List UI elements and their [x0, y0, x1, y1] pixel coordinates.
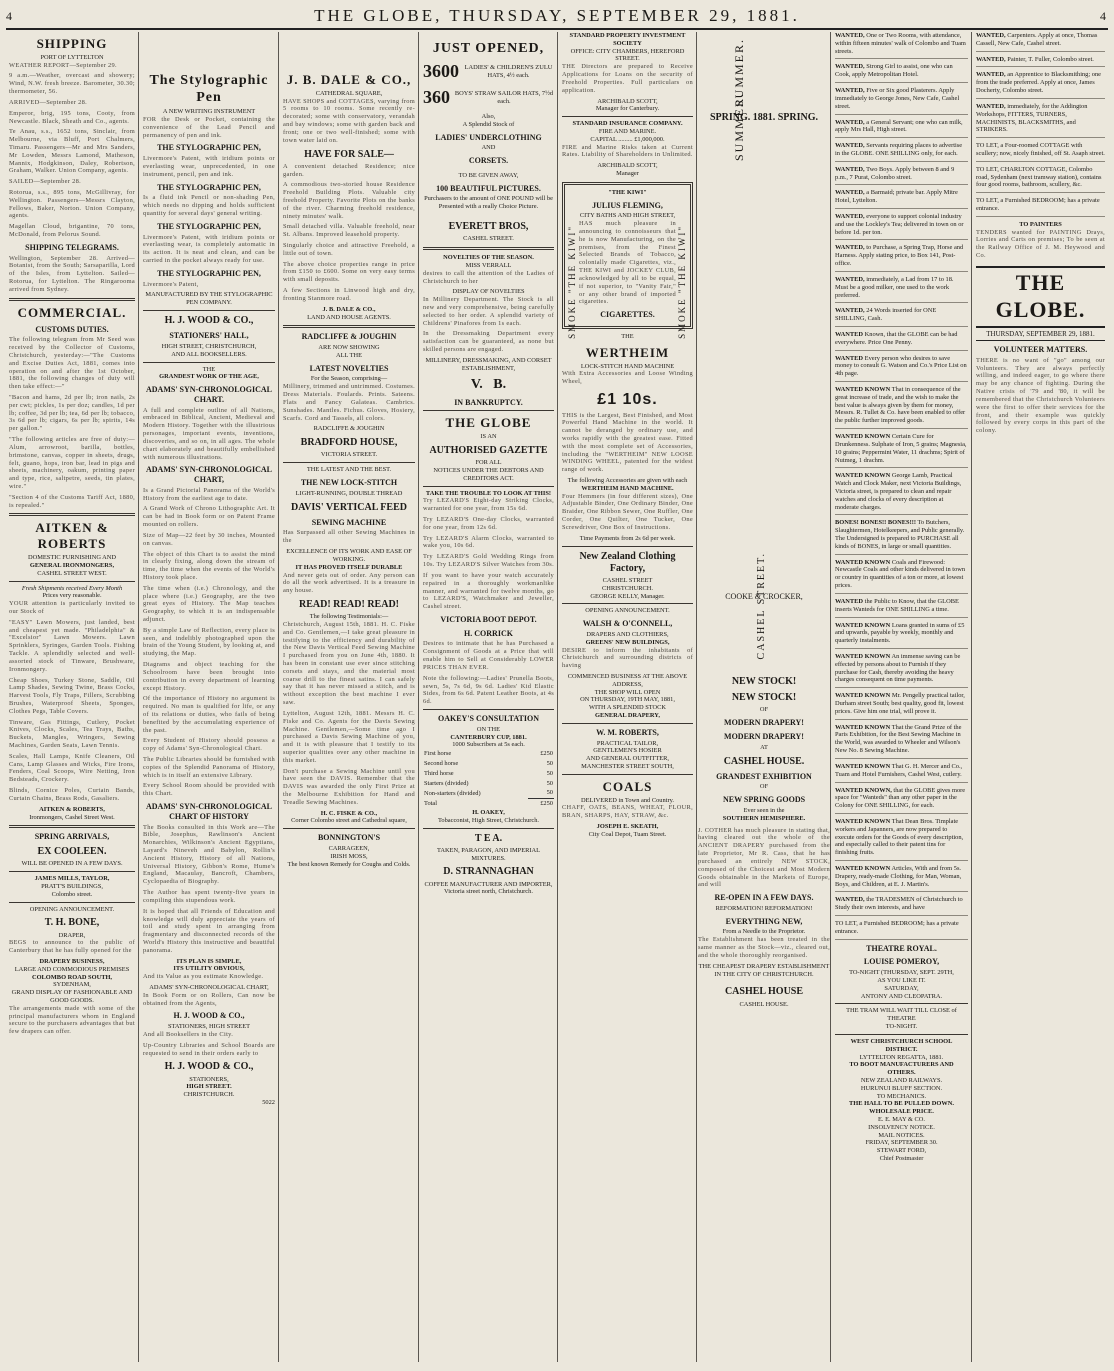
column-rule	[138, 32, 139, 1362]
column-rule	[971, 32, 972, 1362]
column-rule	[830, 32, 831, 1362]
wanted-ad	[835, 559, 968, 594]
table-row: Total £250	[424, 799, 553, 808]
wanted-ad	[835, 166, 968, 186]
globe-gazette-title: THE GLOBE	[445, 415, 532, 431]
wanted-ad-lead: WANTED KNOWN	[835, 472, 891, 480]
arrivals-head: ARRIVED—September 28.	[9, 98, 88, 106]
coals-title: COALS	[602, 778, 653, 794]
wanted-ad	[976, 56, 1105, 68]
globe-masthead: THE GLOBE.	[976, 266, 1105, 328]
wanted-ad-lead: WANTED,	[835, 118, 865, 126]
wanted-ad	[835, 189, 968, 209]
wanted-ad-lead: WANTED,	[835, 165, 865, 173]
wertheim-title: WERTHEIM	[585, 344, 670, 360]
wanted-ad-lead: BONES! BONES!! BONES!!!	[835, 519, 916, 527]
wanted-ad-lead: WANTED,	[835, 275, 865, 283]
ex-cooleen: EX COOLEEN.	[37, 846, 107, 858]
everett-title: EVERETT BROS,	[448, 221, 529, 233]
wanted-ad-text: That Dean Bros. Timplate workers and Japanners, are now prepared to execute orders for the Goods of every description, and especially called to their patent tins for finishing fruits.	[835, 817, 964, 857]
wanted-ad-lead: WANTED	[835, 330, 864, 338]
column-cashel-house: SUMMER. SUMMER. SPRING. 1881. SPRING. CASHEL STREET. COOKE & CROCKER, NEW STOCK! NEW STOCK! OF MODERN DRAPERY! MODERN DRAPERY! AT CASHEL HOUSE. GRANDEST EXHIBITION OF NEW SPRING GOODS Ever seen in the SOUTHERN HEMISPHERE. J. COTHER has much pleasure in stating that, having cleared out the whole of the ANCIENT DRAPERY purchased from the late Proprietor, Mr R. Cass, that he has purchased an entirely NEW STOCK, composed of the Choicest and Most Modern Goods obtainable in the Markets of Europe, and will RE-OPEN IN A FEW DAYS. REFORMATION! REFORMATION! EVERYTHING NEW, From a Needle to the Proprietor. The Establishment has been treated in the same manner as the Stock—viz., cleared out, and the whole thoroughly reorganised. THE CHEAPEST DRAPERY ESTABLISHMENT IN THE CITY OF CHRISTCHURCH. CASHEL HOUSE CASHEL HOUSE.	[698, 38, 830, 1008]
wanted-ad	[835, 865, 968, 892]
spring-banner: SPRING. 1881. SPRING.	[709, 112, 819, 123]
just-opened: JUST OPENED,	[432, 41, 545, 56]
wanted-ad	[835, 519, 968, 554]
wanted-ad-lead: WANTED KNOWN	[835, 558, 891, 566]
wanted-ad-lead: WANTED KNOWN	[835, 692, 891, 700]
wanted-ad-lead: WANTED,	[976, 71, 1006, 79]
shipping-text: WEATHER REPORT—September 29. 9 a.m.—Weather, overcast and showery; Wind, N.W. fresh breeze. Barometer, 30.30; thermometer, 56. ARRIVED—September 28. Emperor, brig, 195 tons, Cooty, from Newcastle. Black, Sheath and Co., agents. Te Anau, s.s., 1652 tons, Sinclair, from Melbourne, via Bluff, Port Chalmers, Timaru. Passengers—Mr and Mrs Sanders, Mr Lowden, Messrs Lamond, Matheson, Mannix, Hodgkinson, Daley, Robertson, Graham, Walker. Union Company, agents. SAILED—September 28. Rotorua, s.s., 895 tons, McGillivray, for Wellington. Passengers—Messrs Clayton, Fellows, Baker, Norton. Union Company, agents. Magellan Cloud, brigantine, 70 tons, McDonald, from Pelorus Sound.	[9, 61, 135, 239]
wanted-ad	[835, 433, 968, 468]
wanted-ad	[835, 355, 968, 382]
wanted-ad	[835, 213, 968, 240]
summer-label: SUMMER.	[732, 38, 746, 108]
cooke-crocker: COOKE & CROCKER,	[725, 592, 803, 601]
wanted-ad	[835, 896, 968, 916]
port-label: PORT OF LYTTELTON	[40, 53, 104, 61]
dale-title: J. B. DALE & CO.,	[286, 72, 412, 87]
wanted-ad-text: the TRADESMEN of Christchurch to Study their own interests, and have	[835, 896, 963, 912]
wanted-ad-lead: WANTED KNOWN	[835, 433, 891, 441]
wanted-ad-text: Coals and Firewood: Newcastle Coals and other kinds delivered in town or country in quantities of a ton or more, at lowest prices.	[835, 558, 966, 590]
wanted-ad-text: Strong Girl to assist, one who can Cook, apply Metropolitan Hotel.	[835, 63, 953, 79]
wanted-ad	[835, 307, 968, 327]
davis-title: DAVIS' VERTICAL FEED	[291, 501, 407, 513]
wanted-ad-text: an Apprentice to Blacksmithing; one from the trade preferred. Apply at once, James Docherty, Colombo street.	[976, 71, 1101, 95]
column-rule	[696, 32, 697, 1362]
wood-title: H. J. WOOD & CO.,	[164, 314, 254, 326]
wanted-ad	[835, 763, 968, 783]
departures-head: SAILED—September 28.	[9, 178, 82, 186]
wanted-ad-lead: WANTED,	[835, 189, 865, 197]
wanted-ad-text: Painter, T. Fuller, Colombo street.	[1007, 55, 1094, 63]
wanted-ad-text: Known, that the GLOBE can be had everywhere. Price One Penny.	[835, 330, 958, 346]
cashel-street-vertical: CASHEL STREET.	[756, 552, 767, 660]
wanted-ad-text: Carpenters. Apply at once, Thomas Cassell, New Cafe, Cashel street.	[976, 32, 1098, 47]
commercial-title: COMMERCIAL.	[17, 304, 127, 320]
shipping-title: SHIPPING	[36, 36, 108, 51]
wanted-ad	[835, 142, 968, 162]
wanted-ad	[835, 653, 968, 688]
column-rule	[418, 32, 419, 1362]
wanted-ad-lead: WANTED	[835, 354, 864, 362]
wanted-ad-text: An immense saving can be effected by persons about to Furnish if they purchase for Cash, thereby avoiding the heavy charges consequent on time payments.	[835, 652, 961, 684]
volunteer-heading: VOLUNTEER MATTERS.	[993, 345, 1088, 355]
wanted-ad-text: Loans granted in sums of £5 and upwards, payable by weekly, monthly and quarterly instalments.	[835, 621, 965, 645]
wanted-ad-text: Certain Cure for Drunkenness. Sulphate of Iron, 5 grains; Magnesia, 10 grains; Peppermint Water, 11 drachms; Spirit of Nutmeg, 1 drachm.	[835, 433, 967, 464]
column-everett: JUST OPENED, 3600 LADIES' & CHILDREN'S ZULU HATS, 4½ each. 360 BOYS' STRAW SAILOR HATS, 7½d each. Also, A Splendid Stock of LADIES' UNDERCLOTHING AND CORSETS. TO BE GIVEN AWAY, 100 BEAUTIFUL PICTURES. Purchasers to the amount of ONE POUND will be Presented with a really Choice Picture. EVERETT BROS, CASHEL STREET. NOVELTIES OF THE SEASON. MISS VERRALL desires to call the attention of the Ladies of Christchurch to her DISPLAY OF NOVELTIES In Millinery Department. The Stock is all new and very comprehensive, being carefully selected to her order. A splendid variety of Childrens' Pinafores from 1s each. In the Dressmaking Department every satisfaction can be guaranteed, as none but skilled persons are engaged. MILLINERY, DRESSMAKING, AND CORSET ESTABLISHMENT, V. B. IN BANKRUPTCY. THE GLOBE IS AN AUTHORISED GAZETTE FOR ALL NOTICES UNDER THE DEBTORS AND CREDITORS ACT. TAKE THE TROUBLE TO LOOK AT THIS! Try LEZARD'S Eight-day Striking Clocks, warranted for one year, from 15s 6d. Try LEZARD'S One-day Clocks, warranted for one year, from 12s 6d. Try LEZARD'S Alarm Clocks, warranted to wake you, 10s 6d. Try LEZARD'S Gold Wedding Rings from 10s. Try LEZARD'S Silver Watches from 30s. If you want to have your watch accurately repaired in a thoroughly workmanlike manner, and warranted for twelve months, go to LEZARD'S, Watchmaker and Jeweller, Cashel street. VICTORIA BOOT DEPOT. H. CORRICK Desires to intimate that he has Purchased a Consignment of Goods at a Price that will enable him to Sell at Considerably LOWER PRICES THAN EVER. Note the following:—Ladies' Prunella Boots, sewn, 5s, 7s 6d, 9s 6d. Ladies' Kid Elastic Sides, from 6s 6d. Patent Leather Boots, at 4s 6d. OAKEY'S CONSULTATION ON THE CANTERBURY CUP, 1881. 1000 Subscribers at 5s each. First horse £250 Second horse 50 Third horse 50 Starters (divided) 50 Non-starters (divided) 50 Total £250 H. OAKEY, Tobacconist, High Street, Christchurch. T E A. TAKEN, PARAGON, AND IMPERIAL MIXTURES. D. STRANNAGHAN COFFEE MANUFACTURER AND IMPORTER, Victoria street north, Christchurch.	[423, 41, 554, 896]
wanted-ad-text: Two Boys. Apply between 8 and 9 p.m., 7 Purat, Colombo street.	[835, 165, 955, 181]
wanted-ad-lead: WANTED KNOWN,	[835, 786, 892, 794]
wanted-ad	[835, 787, 968, 814]
wanted-ad	[835, 276, 968, 303]
wanted-ad	[835, 472, 968, 515]
wanted-ad-lead: WANTED,	[835, 307, 865, 315]
wanted-ad	[835, 119, 968, 139]
wanted-ad-text: a General Servant; one who can milk, apply Mrs Hall, High street.	[835, 118, 963, 134]
customs-title: CUSTOMS DUTIES.	[35, 324, 109, 334]
wanted-ad-text: That in consequence of the great increase of trade, and the wish to make the best value is always given by them for money, Messrs. R. Tullet & Co. have been enabled to offer the public further improved goods.	[835, 386, 966, 425]
wanted-ad-lead: WANTED KNOWN	[835, 723, 891, 731]
stylographic-title: The Stylographic Pen	[149, 73, 269, 106]
wanted-ad-text: Every person who desires to save money to consult G. Watson and Co.'s Price List on 4th page.	[835, 354, 967, 378]
wanted-ad-text: the Public to Know, that the GLOBE inserts Wanteds for ONE SHILLING a time.	[835, 597, 959, 613]
table-row: Third horse 50	[424, 769, 553, 777]
wanted-ad-lead: WANTED,	[835, 896, 865, 904]
wanted-ad	[835, 622, 968, 649]
wanted-ad-lead: WANTED,	[976, 55, 1006, 63]
page-number-left: 4	[6, 8, 14, 23]
wanted-ad-text: that the GLOBE gives more space for "Wanteds" than any other paper in the Colony for ONE SHILLING, for each.	[835, 786, 966, 810]
wanted-ad-text: One or Two Rooms, with attendance, within fifteen minutes' walk of Colombo and Tuam streets.	[835, 32, 966, 55]
column-right: WANTED, Carpenters. Apply at once, Thomas Cassell, New Cafe, Cashel street. WANTED, Painter, T. Fuller, Colombo street. WANTED, an Apprentice to Blacksmithing; one from the trade preferred. Apply at once, James Docherty, Colombo street. WANTED, immediately, for the Addington Workshops, FITTERS, TURNERS, MACHINISTS, BLACKSMITHS, and STRIKERS. TO LET, a Four-roomed COTTAGE with scullery; now, nicely finished, off St. Asaph street. TO LET, CHARLTON COTTAGE, Colombo road, Sydenham (next tramway station), contains four good rooms, bathroom, scullery, &c. TO LET, a Furnished BEDROOM; has a private entrance. TO PAINTERS TENDERS wanted for PAINTING Drays, Lorries and Carts on premises; To be seen at the Railway Office of J. M. Heywood and Co. THE GLOBE. THURSDAY, SEPTEMBER 29, 1881. VOLUNTEER MATTERS. THERE is no want of "go" among our Volunteers. They are always perfectly willing, and indeed eager, to go where there may be any chance of fighting. During the Native crisis of '79 and '80, it will be remembered that the Christchurch Volunteers were the first to offer their services for the front, and their example was quickly followed by every corps in this part of the colony.	[976, 32, 1105, 435]
weather-report: WEATHER REPORT—September 29.	[9, 61, 117, 69]
wanted-ad-lead: WANTED,	[976, 102, 1006, 110]
wanted-ad-lead: WANTED KNOWN	[835, 865, 891, 872]
table-row: Starters (divided) 50	[424, 779, 553, 787]
wanted-list	[835, 32, 968, 916]
wanted-ad-lead: WANTED KNOWN	[835, 762, 891, 770]
wanted-ad	[835, 386, 968, 429]
column-dale: J. B. DALE & CO., CATHEDRAL SQUARE, HAVE SHOPS and COTTAGES, varying from 5 rooms to 10 rooms. Some recently re-decorated; some with conservatory, verandah and bay windows; some with garden back and front; one or two well-finished; some with town water laid on. HAVE FOR SALE— A convenient detached Residence; nice garden. A commodious two-storied house Residence Freehold Building Plots. Valuable city freehold Property. Favorite Plots on the banks of the river. Charming freehold residence, ninety minutes' walk. Small detached villa. Valuable freehold, near St. Albans. Improved leasehold property. Singularly choice and attractive Freehold, a little out of town. The above choice properties range in price from £150 to £600. Some on very easy terms with small deposits. A few Sections in Linwood high and dry, fronting Stanmore road. J. B. DALE & CO., LAND AND HOUSE AGENTS. RADCLIFFE & JOUGHIN ARE NOW SHOWING ALL THE LATEST NOVELTIES For the Season, comprising— Millinery, trimmed and untrimmed. Costumes. Dress Materials. Foulards. Prints. Sateens. Flats and Fancy Galateas. Cambrics. Sunshades. Mantles. Fichus. Gloves, Hosiery, Scarfs. Cord and Tassels, all colors. RADCLIFFE & JOUGHIN BRADFORD HOUSE, VICTORIA STREET. THE LATEST AND THE BEST. THE NEW LOCK-STITCH LIGHT-RUNNING, DOUBLE THREAD DAVIS' VERTICAL FEED SEWING MACHINE Has Surpassed all other Sewing Machines in the EXCELLENCE OF ITS WORK AND EASE OF WORKING. IT HAS PROVED ITSELF DURABLE And never gets out of order. Any person can do all the work advertised. It is a treasure in any house. READ! READ! READ! The following Testimonials:— Christchurch, August 15th, 1881. H. C. Fiske and Co. Gentlemen,—I take great pleasure in testifying to the efficiency and durability of the New Davis Vertical Feed Sewing Machine I purchased from you on June 4th, 1880. It has been in constant use ever since stitching corsets and stays, and the material most coarse drill to the finest satins. I can safely say that it has never missed a stitch, and is without exception the best machine I ever saw. Lyttelton, August 12th, 1881. Messrs H. C. Fiske and Co. Agents for the Davis Sewing Machine. Gentlemen,—Some time ago I purchased a Davis Sewing Machine of you, and it is with pleasure that I testify to its superior qualities over any other machine in this market. Don't purchase a Sewing Machine until you have seen the DAVIS. Remember that the DAVIS was awarded the only First Prize at the Melbourne Exhibition for Hand and Treadle Sewing Machines. H. C. FISKE & CO., Corner Colombo street and Cathedral square, BONNINGTON'S CARRAGEEN, IRISH MOSS, The best known Remedy for Coughs and Colds.	[283, 72, 415, 868]
volunteer-text: THERE is no want of "go" among our Volunteers. They are always perfectly willing, and indeed eager, to go where there may be any chance of fighting. During the Native crisis of '79 and '80, it will be remembered that the Christchurch Volunteers were the first to offer their services for the front, and their example was quickly followed by every corps in this part of the colony.	[976, 356, 1105, 435]
aitken-title: AITKEN & ROBERTS	[35, 520, 109, 552]
summer-label-2: SUMMER.	[732, 92, 746, 162]
wanted-ad-lead: WANTED,	[835, 142, 865, 150]
wanted-ad-lead: WANTED,	[835, 213, 865, 220]
kiwi-advert: SMOKE "THE KIWI" SMOKE "THE KIWI" "THE KIWI" JULIUS FLEMING, CITY BATHS AND HIGH STREET, HAS much pleasure in announcing to connoisseurs that he is now Manufacturing, on the premises, from the Finest Selected Brands of Tobacco, colonially made Cigarettes, viz., THE KIWI and JOCKEY CLUB, acknowledged by all to be equal, if not superior, to "Vanity Fair," or any other brand of imported cigarettes. CIGARETTES.	[562, 182, 693, 329]
wanted-ad-lead: WANTED,	[835, 87, 865, 95]
wanted-ad-text: Five or Six good Plasterers. Apply immediately to George Jones, New Cafe, Cashel street.	[835, 87, 960, 110]
column-wertheim: STANDARD PROPERTY INVESTMENT SOCIETY OFFICE: CITY CHAMBERS, HEREFORD STREET. THE Directors are prepared to Receive Applications for Loans on the security of Freehold Properties. Full particulars on application. ARCHIBALD SCOTT, Manager for Canterbury. STANDARD INSURANCE COMPANY. FIRE AND MARINE. CAPITAL ......... £1,000,000. FIRE and Marine Risks taken at Current Rates. Liability of Shareholders in Unlimited. ARCHIBALD SCOTT, Manager SMOKE "THE KIWI" SMOKE "THE KIWI" "THE KIWI" JULIUS FLEMING, CITY BATHS AND HIGH STREET, HAS much pleasure in announcing to connoisseurs that he is now Manufacturing, on the premises, from the Finest Selected Brands of Tobacco, colonially made Cigarettes, viz., THE KIWI and JOCKEY CLUB, acknowledged by all to be equal, if not superior, to "Vanity Fair," or any other brand of imported cigarettes. CIGARETTES. THE WERTHEIM LOCK-STITCH HAND MACHINE With Extra Accessories and Loose Winding Wheel, £1 10s. THIS is the Largest, Best Finished, and Most Powerful Hand Machine in the world. It cannot be deranged by ordinary use, and works rapidly with the greatest ease. Fitted with the most complete set of Accessories, including the "WERTHEIM" NEW LOOSE WINDING WHEEL, patented for the widest range of work. The following Accessories are given with each WERTHEIM HAND MACHINE. Four Hemmers (in four different sizes), One Adjustable Binder, One Ordinary Binder, One Braider, One Ribbon Sewer, One Ruffler, One Corder, One Quilter, One Tucker, One Screwdriver, One Box of Instructions. Time Payments from 2s 6d per week. New Zealand Clothing Factory, CASHEL STREET CHRISTCHURCH. GEORGE KELLY, Manager. OPENING ANNOUNCEMENT. WALSH & O'CONNELL, DRAPERS AND CLOTHIERS, GREENS' NEW BUILDINGS, DESIRE to inform the inhabitants of Christchurch and surrounding districts of having COMMENCED BUSINESS AT THE ABOVE ADDRESS, THE SHOP WILL OPEN ON THURSDAY, 19TH MAY, 1881, WITH A SPLENDID STOCK GENERAL DRAPERY, W. M. ROBERTS, PRACTICAL TAILOR, GENTLEMEN'S HOSIER AND GENERAL OUTFITTER, MANCHESTER STREET SOUTH, COALS DELIVERED in Town and Country. CHAFF, OATS, BEANS, WHEAT, FLOUR, BRAN, SHARPS, HAY, STRAW, &c. JOSEPH E. SKEATH, City Coal Depot, Tuam Street.	[562, 32, 693, 838]
wanted-ad	[976, 103, 1105, 138]
table-row: Second horse 50	[424, 759, 553, 767]
page-number-right: 4	[1099, 8, 1108, 23]
wanted-ad-text: immediately, a Lad from 17 to 18. Must be a good milker, one used to the work preferred.	[835, 275, 954, 299]
telegrams-title: SHIPPING TELEGRAMS.	[25, 242, 119, 252]
wanted-ad-text: a Barmaid; private bar. Apply Mitre Hotel, Lyttelton.	[835, 189, 958, 205]
wanted-ad-lead: WANTED,	[835, 244, 865, 252]
wanted-ad-text: George Lamb, Practical Watch and Clock Maker, next Victoria Buildings, Victoria street, is prepared to clean and repair watches and clocks of every description at moderate charges.	[835, 472, 962, 511]
wanted-ad-text: to Purchase, a Spring Trap, Horse and Harness. Apply stating price, to Box 141, Post-office.	[835, 244, 964, 268]
wanted-ad	[835, 32, 968, 59]
wanted-ad-lead: WANTED,	[835, 32, 865, 39]
wertheim-price: £1 10s.	[597, 390, 658, 408]
wanted-ad-lead: WANTED KNOWN	[835, 652, 891, 660]
wanted-ad	[835, 692, 968, 719]
wanted-ad-text: Mr. Pengelly practical tailor, Durham street South; best quality, good fit, lowest prices. Give him one trial, will prove it.	[835, 692, 965, 715]
wanted-ad-lead: WANTED,	[835, 63, 865, 71]
wanted-ad	[835, 63, 968, 83]
wanted-ad	[976, 71, 1105, 98]
wanted-ad	[835, 331, 968, 351]
table-row: First horse £250	[424, 750, 553, 758]
column-wanted: WANTED, One or Two Rooms, with attendance, within fifteen minutes' walk of Colombo and Tuam streets. WANTED, Strong Girl to assist, one who can Cook, apply Metropolitan Hotel. WANTED, Five or Six good Plasterers. Apply immediately to George Jones, New Cafe, Cashel street. WANTED, a General Servant; one who can milk, apply Mrs Hall, High street. WANTED, Servants requiring places to advertise in the GLOBE. ONE SHILLING only, for each. WANTED, Two Boys. Apply between 8 and 9 p.m., 7 Purat, Colombo street. WANTED, a Barmaid; private bar. Apply Mitre Hotel, Lyttelton. WANTED, everyone to support colonial industry and use the Lockley's Tea; delivered in town on or before 1d. per ton. WANTED, to Purchase, a Spring Trap, Horse and Harness. Apply stating price, to Box 141, Post-office. WANTED, immediately, a Lad from 17 to 18. Must be a good milker, one used to the work preferred. WANTED, 24 Words inserted for ONE SHILLING, Cash. WANTED Known, that the GLOBE can be had everywhere. Price One Penny. WANTED Every person who desires to save money to consult G. Watson and Co.'s Price List on 4th page. WANTED KNOWN That in consequence of the great increase of trade, and the wish to make the best value is always given by them for money, Messrs. R. Tullet & Co. have been enabled to offer the public further improved goods. WANTED KNOWN Certain Cure for Drunkenness. Sulphate of Iron, 5 grains; Magnesia, 10 grains; Peppermint Water, 11 drachms; Spirit of Nutmeg, 1 drachm. WANTED KNOWN George Lamb, Practical Watch and Clock Maker, next Victoria Buildings, Victoria street, is prepared to clean and repair watches and clocks of every description at moderate charges. BONES! BONES!! BONES!!! To Butchers, Slaughtermen, Hotelkeepers, and Public generally. The Undersigned is prepared to PURCHASE all kinds of BONES, in large or small quantities. WANTED KNOWN Coals and Firewood: Newcastle Coals and other kinds delivered in town or country in quantities of a ton or more, at lowest prices. WANTED the Public to Know, that the GLOBE inserts Wanteds for ONE SHILLING a time. WANTED KNOWN Loans granted in sums of £5 and upwards, payable by weekly, monthly and quarterly instalments. WANTED KNOWN An immense saving can be effected by persons about to Furnish if they purchase for Cash, thereby avoiding the heavy charges consequent on time payments. WANTED KNOWN Mr. Pengelly practical tailor, Durham street South; best quality, good fit, lowest prices. Give him one trial, will prove it. WANTED KNOWN That the Grand Prize of the Paris Exhibition, for the Best Sewing Machine in the World, was awarded to Wheeler and Wilson's New No. 8 Sewing Machine. WANTED KNOWN That G. H. Mercer and Co., Tuam and Hotel Furnishers, Cashel West, cutlery. WANTED KNOWN, that the GLOBE gives more space for "Wanteds" than any other paper in the Colony for ONE SHILLING, for each. WANTED KNOWN That Dean Bros. Timplate workers and Japanners, are now prepared to execute orders for the Goods of every description, and especially called to their patent tins for finishing fruits. WANTED KNOWN Articles, With and from 5s. Drapery, ready-made Clothing, for Man, Woman, Boys, and Children, at E. J. Martin's. WANTED, the TRADESMEN of Christchurch to Study their own interests, and have TO LET, a Furnished BEDROOM; has a private entrance. THEATRE ROYAL. LOUISE POMEROY, TO-NIGHT (THURSDAY, SEPT. 29TH, AS YOU LIKE IT. SATURDAY, ANTONY AND CLEOPATRA. THE TRAM WILL WAIT TILL CLOSE of THEATRE TO-NIGHT. WEST CHRISTCHURCH SCHOOL DISTRICT. LYTTELTON REGATTA, 1881. TO BOOT MANUFACTURERS AND OTHERS. NEW ZEALAND RAILWAYS. HURUNUI BLUFF SECTION. TO MECHANICS. THE HALL TO BE PULLED DOWN. WHOLESALE PRICE. E. E. MAY & CO. INSOLVENCY NOTICE. MAIL NOTICES. FRIDAY, SEPTEMBER 30. STEWART FORD, Chief Postmaster	[835, 32, 967, 1163]
wanted-ad	[835, 87, 968, 114]
radcliffe-title: RADCLIFFE & JOUGHIN	[301, 332, 397, 342]
wanted-ad	[835, 598, 968, 618]
wanted-ad-lead: WANTED	[835, 597, 864, 605]
masthead: THE GLOBE, THURSDAY, SEPTEMBER 29, 1881.	[314, 6, 800, 25]
wanted-ad-lead: WANTED KNOWN	[835, 621, 891, 629]
table-row: Non-starters (divided) 50	[424, 789, 553, 797]
globe-dateline: THURSDAY, SEPTEMBER 29, 1881.	[976, 328, 1105, 342]
column-shipping: SHIPPING PORT OF LYTTELTON WEATHER REPORT—September 29. 9 a.m.—Weather, overcast and showery; Wind, N.W. fresh breeze. Barometer, 30.30; thermometer, 56. ARRIVED—September 28. Emperor, brig, 195 tons, Cooty, from Newcastle. Black, Sheath and Co., agents. Te Anau, s.s., 1652 tons, Sinclair, from Melbourne, via Bluff, Port Chalmers, Timaru. Passengers—Mr and Mrs Sanders, Mr Lowden, Messrs Lamond, Matheson, Mannix, Hodgkinson, Daley, Robertson, Graham, Walker. Union Company, agents. SAILED—September 28. Rotorua, s.s., 895 tons, McGillivray, for Wellington. Passengers—Messrs Clayton, Fellows, Baker, Norton. Union Company, agents. Magellan Cloud, brigantine, 70 tons, McDonald, from Pelorus Sound. SHIPPING TELEGRAMS. Wellington, September 28. Arrived—Botanist, from the South; Sarsaparilla, Lord of the Isles, from Lyttelton. Sailed—Rotorua, for Lyttelton. The Ringarooma arrived from Sydney. COMMERCIAL. CUSTOMS DUTIES. The following telegram from Mr Seed was received by the Collector of Customs, Christchurch, yesterday:—"The Customs and Excise Duties Act, 1881, comes into operation on and after the 1st October, 1881, the following changes of duty will then take effect:—" "Bacon and hams, 2d per lb; iron nails, 2s per cwt; pickles, 1s per doz; candles, 1d per lb; coffee, 3d per lb; tea, 6d per lb; tobacco, 3s 6d per lb; cigars, 6s per lb; spirits, 14s per gallon." "The following articles are free of duty:—Alum, arrowroot, barilla, bottles, brimstone, canvas, copper in sheets, drugs, felt, guano, hops, iron bar, lead in pigs and sheets, machinery, oakum, printing paper and type, rice, saltpetre, seeds, tin plates, wire." "Section 4 of the Customs Tariff Act, 1880, is repealed." AITKEN & ROBERTS DOMESTIC FURNISHING AND GENERAL IRONMONGERS, CASHEL STREET WEST. Fresh Shipments received Every Month Prices very reasonable. YOUR attention is particularly invited to our Stock of "EASY" Lawn Mowers, just landed, best and cheapest yet made. "Philadelphia" & "Excelsior" Lawn Mowers. Lawn Sprinklers, Syringes, Garden Tools. Fishing Tackle. A splendidly selected and well-assorted stock of Tinware, Brushware, Ironmongery. Cheap Shoes, Turkey Stone, Saddle, Oil Lamp Shades, Sewing Twine, Brass Cocks, Harvest Tools, Fly Traps, Fillers, Scrubbing Brushes, Waterproof Sheets, Sponges, Clothes Pegs, Table Covers. Tinware, Gas Fittings, Cutlery, Pocket Knives, Clocks, Scales, Tea Trays, Baths, Buckets, Mangles, Wringers, Sewing Machines, Garden Seats, Lawn Tennis. Scales, Hall Lamps, Knife Cleaners, Oil Cans, Lamp Glasses and Wicks, Fire Irons, Fenders, Coal Scoops, Wire Netting, Iron Bedsteads, Crockery. Blinds, Cornice Poles, Curtain Bands, Curtain Chains, Brass Rods, Gasaliers. AITKEN & ROBERTS, Ironmongers, Cashel Street West. SPRING ARRIVALS, EX COOLEEN. WILL BE OPENED IN A FEW DAYS. JAMES MILLS, TAYLOR, PRATT'S BUILDINGS, Colombo street. OPENING ANNOUNCEMENT. T. H. BONE, DRAPER, BEGS to announce to the public of Canterbury that he has fully opened for the DRAPERY BUSINESS, LARGE AND COMMODIOUS PREMISES COLOMBO ROAD SOUTH, SYDENHAM, GRAND DISPLAY OF FASHIONABLE AND GOOD GOODS. The arrangements made with some of the principal manufacturers whom in England secure to the purchasers advantages that but few drapers can offer.	[9, 36, 135, 1036]
wanted-ad-lead: WANTED KNOWN	[835, 386, 891, 393]
wanted-ad-text: 24 Words inserted for ONE SHILLING, Cash.	[835, 307, 937, 323]
wanted-ad-text: Servants requiring places to advertise in the GLOBE. ONE SHILLING only, for each.	[835, 142, 963, 157]
wanted-ad-text: immediately, for the Addington Workshops, FITTERS, TURNERS, MACHINISTS, BLACKSMITHS, and STRIKERS.	[976, 102, 1088, 134]
wanted-ad	[835, 724, 968, 759]
wanted-ad-text: That G. H. Mercer and Co., Tuam and Hotel Furnishers, Cashel West, cutlery.	[835, 762, 963, 778]
wanted-ad-text: That the Grand Prize of the Paris Exhibition, for the Best Sewing Machine in the World, was awarded to Wheeler and Wilson's New No. 8 Sewing Machine.	[835, 723, 962, 755]
wanted-ad	[835, 244, 968, 271]
wanted-ad	[976, 32, 1105, 52]
wanted-list-right	[976, 32, 1105, 138]
page-header	[6, 4, 1108, 30]
wanted-ad-lead: WANTED KNOWN	[835, 817, 891, 825]
wanted-ad-text: everyone to support colonial industry and use the Lockley's Tea; delivered in town on or before 1d. per ton.	[835, 213, 964, 236]
column-rule	[278, 32, 279, 1362]
column-stylographic: The Stylographic Pen A NEW WRITING INSTRUMENT FOR the Desk or Pocket, containing the convenience of the Lead Pencil and permanency of pen and ink. THE STYLOGRAPHIC PEN, Livermore's Patent, with iridium points or everlasting wear, unprecedented, in one instrument, pencil, pen and ink. THE STYLOGRAPHIC PEN, Is a fluid ink Pencil or non-shading Pen, which needs no dipping and holds sufficient quantity for several days' general writing. THE STYLOGRAPHIC PEN, Livermore's Patent, with iridium points or everlasting wear, is completely automatic in its action. It is neat and clean, and can be carried in the pocket always ready for use. THE STYLOGRAPHIC PEN, Livermore's Patent, MANUFACTURED BY THE STYLOGRAPHIC PEN COMPANY. H. J. WOOD & CO., STATIONERS' HALL, HIGH STREET, CHRISTCHURCH, AND ALL BOOKSELLERS. THE GRANDEST WORK OF THE AGE, ADAMS' SYN-CHRONOLOGICAL CHART. A full and complete outline of all Nations, embraced in Biblical, Ancient, Medieval and Modern History. Together with the illustrious personages, important events, inventions, discoveries, and so on, in all ages. The whole chart elaborately and beautifully embellished with numerous illustrations. ADAMS' SYN-CHRONOLOGICAL CHART, Is a Grand Pictorial Panorama of the World's History from the earliest age to date. A Grand Work of Chrono Lithographic Art. It can be had in Book form or on Patent Frame mounted on rollers. Size of Map—22 feet by 30 inches, Mounted on canvas. The object of this Chart is to assist the mind in clearly fixing, along down the stream of time, the time when the events of the World's History took place. The time when (i.e.) Chronology, and the place where (i.e.) Geography, are the two great eyes of History. The Map teaches Geography, to which it is an indispensable adjunct. By a simple Law of Reflection, every place is seen, and indelibly photographed upon the brain of the Young Student, by looking at, and studying, the Map. Diagrams and object teaching for the Schoolroom have been brought into contribution in every department of learning except History. Of the importance of History no argument is required. No man is qualified for life, or any of its relations or duties, who fails of being benefited by the accumulating experience of the past. Every Student of History should possess a copy of Adams' Syn-Chronological Chart. The Public Libraries should be furnished with copies of the Splendid Panorama of History, which is in itself an extensive Library. Every School Room should be provided with this Chart. ADAMS' SYN-CHRONOLOGICAL CHART OF HISTORY The Books consulted in this Work are—The Bible, Josephus, Rawlinson's Ancient Monarchies, Wilkinson's Ancient Egyptians, Layard's Nineveh and Babylon, Rollin's Ancient History, History of all Nations, Universal History, Gibbon's Rome, Hume's England, Macaulay, Bancroft, Chambers, Cyclopaedia of Biography. The Author has spent twenty-five years in compiling this stupendous work. It is hoped that all Friends of Education and knowledge will duly appreciate the years of toil and study spent in arranging from fragmentary and disconnected records of the World's History this instructive and beautiful panorama. ITS PLAN IS SIMPLE, ITS UTILITY OBVIOUS, And its Value as you estimate Knowledge. ADAMS' SYN-CHRONOLOGICAL CHART, In Book Form or on Rollers, Can now be obtained from the Agents, H. J. WOOD & CO., STATIONERS, HIGH STREET And all Booksellers in the City. Up-Country Libraries and School Boards are requested to send in their orders early to H. J. WOOD & CO., STATIONERS, HIGH STREET. CHRISTCHURCH. 5022	[143, 73, 275, 1107]
prize-table	[423, 749, 554, 809]
wanted-ad-lead: WANTED,	[976, 32, 1006, 39]
column-rule	[557, 32, 558, 1362]
wanted-ad-text: Articles, With and from 5s. Drapery, ready-made Clothing, for Man, Woman, Boys, and Children, at E. J. Martin's.	[835, 865, 962, 888]
wanted-ad	[835, 818, 968, 861]
wanted-ad-text: To Butchers, Slaughtermen, Hotelkeepers, and Public generally. The Undersigned is prepared to PURCHASE all kinds of BONES, in large or small quantities.	[835, 519, 965, 550]
